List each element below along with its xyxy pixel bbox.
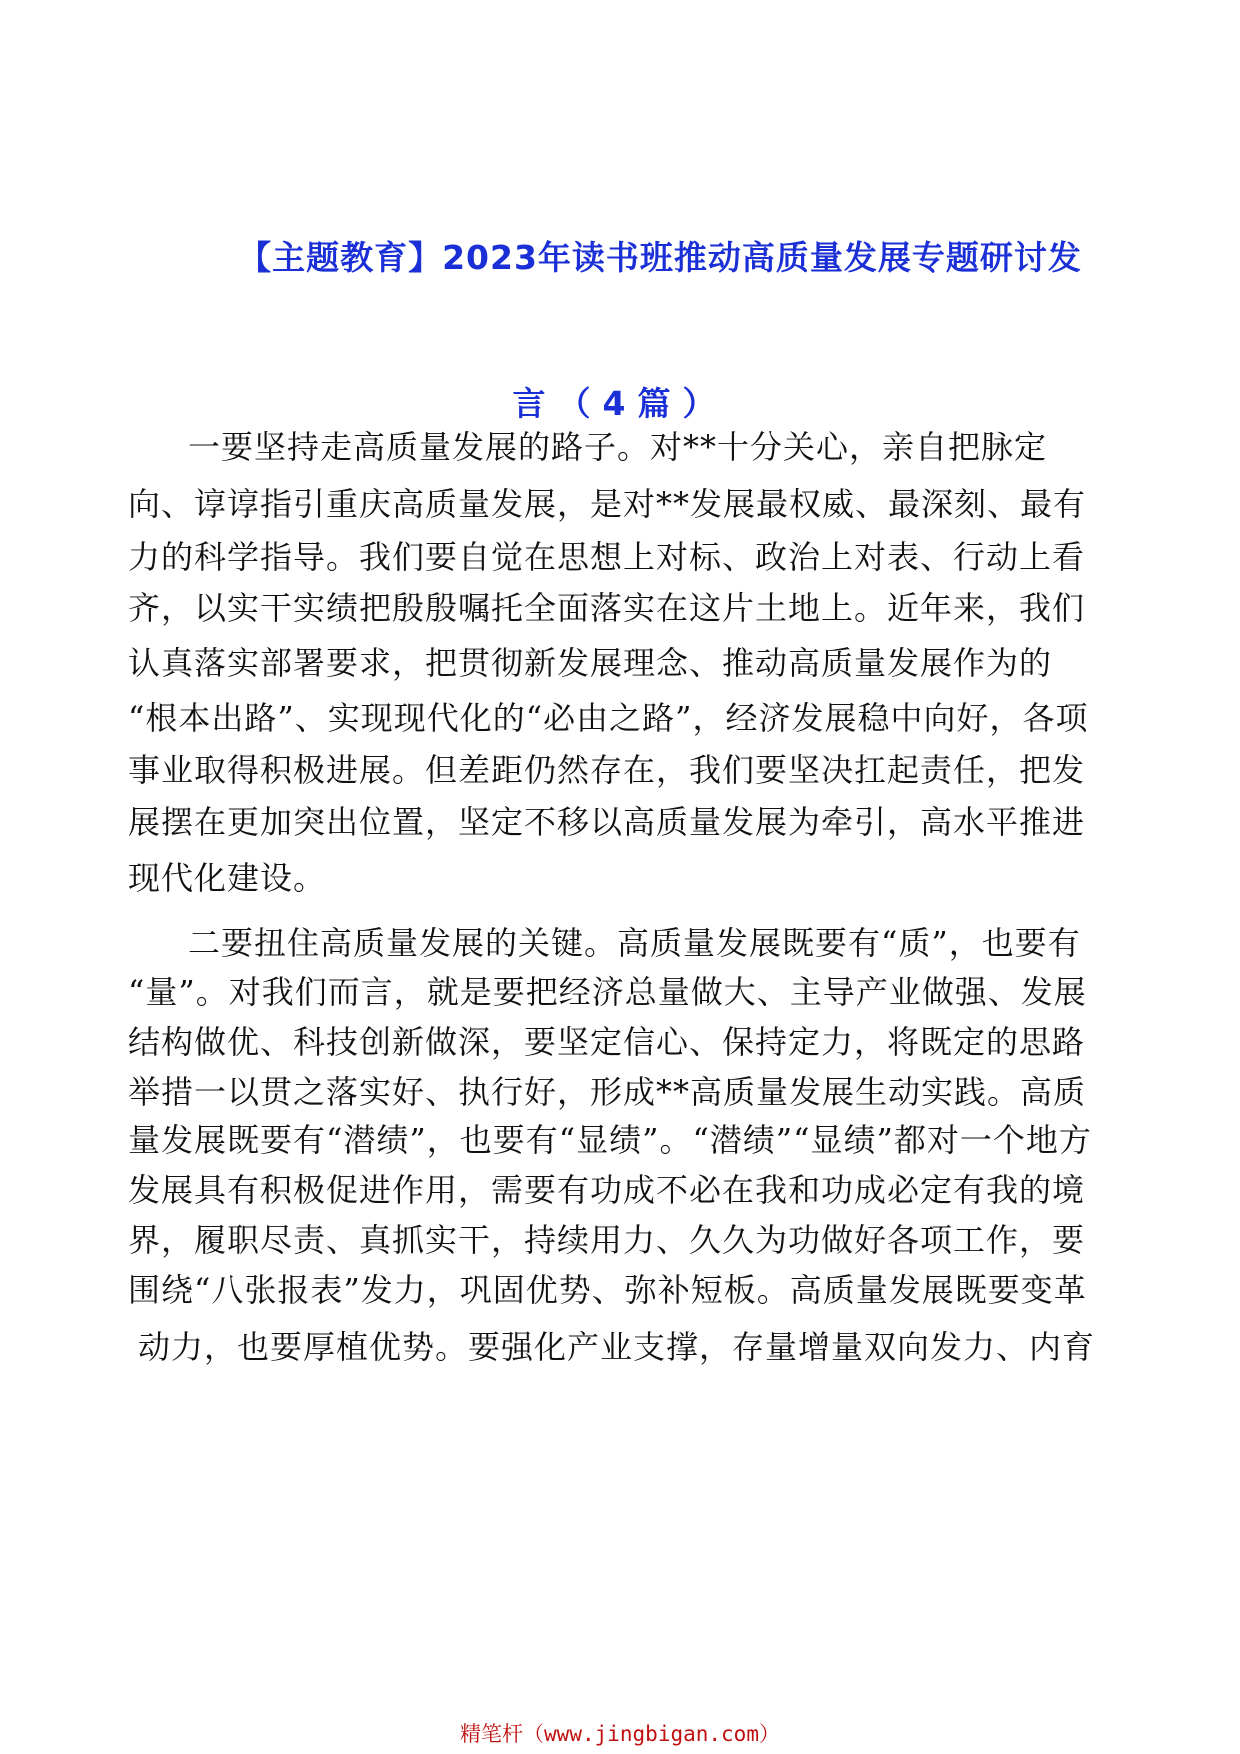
paragraph-1-line: 展摆在更加突出位置，坚定不移以高质量发展为牵引，高水平推进 [128, 803, 1086, 841]
paragraph-1-line: 齐，以实干实绩把殷殷嘱托全面落实在这片土地上。近年来，我们 [128, 589, 1086, 627]
paragraph-1-line: 认真落实部署要求，把贯彻新发展理念、推动高质量发展作为的 [128, 644, 1053, 682]
paragraph-2-line: 界，履职尽责、真抓实干，持续用力、久久为功做好各项工作，要 [128, 1221, 1086, 1259]
paragraph-2-line: 围绕“八张报表”发力，巩固优势、弥补短板。高质量发展既要变革 [128, 1271, 1087, 1309]
paragraph-2-line: 动力，也要厚植优势。要强化产业支撑，存量增量双向发力、内育 [138, 1328, 1096, 1366]
paragraph-2-line: 举措一以贯之落实好、执行好，形成**高质量发展生动实践。高质 [128, 1073, 1087, 1111]
paragraph-1-line: 向、谆谆指引重庆高质量发展，是对**发展最权威、最深刻、最有 [128, 485, 1087, 523]
paragraph-1-line: 事业取得积极进展。但差距仍然存在，我们要坚决扛起责任，把发 [128, 751, 1086, 789]
paragraph-1-line: “根本出路”、实现现代化的“必由之路”，经济发展稳中向好，各项 [128, 699, 1089, 737]
paragraph-1-line: 现代化建设。 [128, 859, 327, 897]
paragraph-2-line: 二要扭住高质量发展的关键。高质量发展既要有“质”，也要有 [188, 924, 1081, 962]
document-title-line-1: 【主题教育】2023年读书班推动高质量发展专题研讨发 [238, 238, 1082, 277]
paragraph-2-line: “量”。对我们而言，就是要把经济总量做大、主导产业做强、发展 [128, 973, 1087, 1011]
paragraph-2-line: 结构做优、科技创新做深，要坚定信心、保持定力，将既定的思路 [128, 1023, 1086, 1061]
paragraph-2-line: 发展具有积极促进作用，需要有功成不必在我和功成必定有我的境 [128, 1171, 1086, 1209]
paragraph-1-line: 力的科学指导。我们要自觉在思想上对标、政治上对表、行动上看 [128, 538, 1086, 576]
footer-watermark: 精笔杆（www.jingbigan.com） [460, 1722, 780, 1746]
paragraph-1-line: 一要坚持走高质量发展的路子。对**十分关心，亲自把脉定 [188, 428, 1048, 466]
paragraph-2-line: 量发展既要有“潜绩”，也要有“显绩”。“潜绩”“显绩”都对一个地方 [128, 1121, 1092, 1159]
document-title-line-2: 言（4篇） [512, 384, 728, 423]
